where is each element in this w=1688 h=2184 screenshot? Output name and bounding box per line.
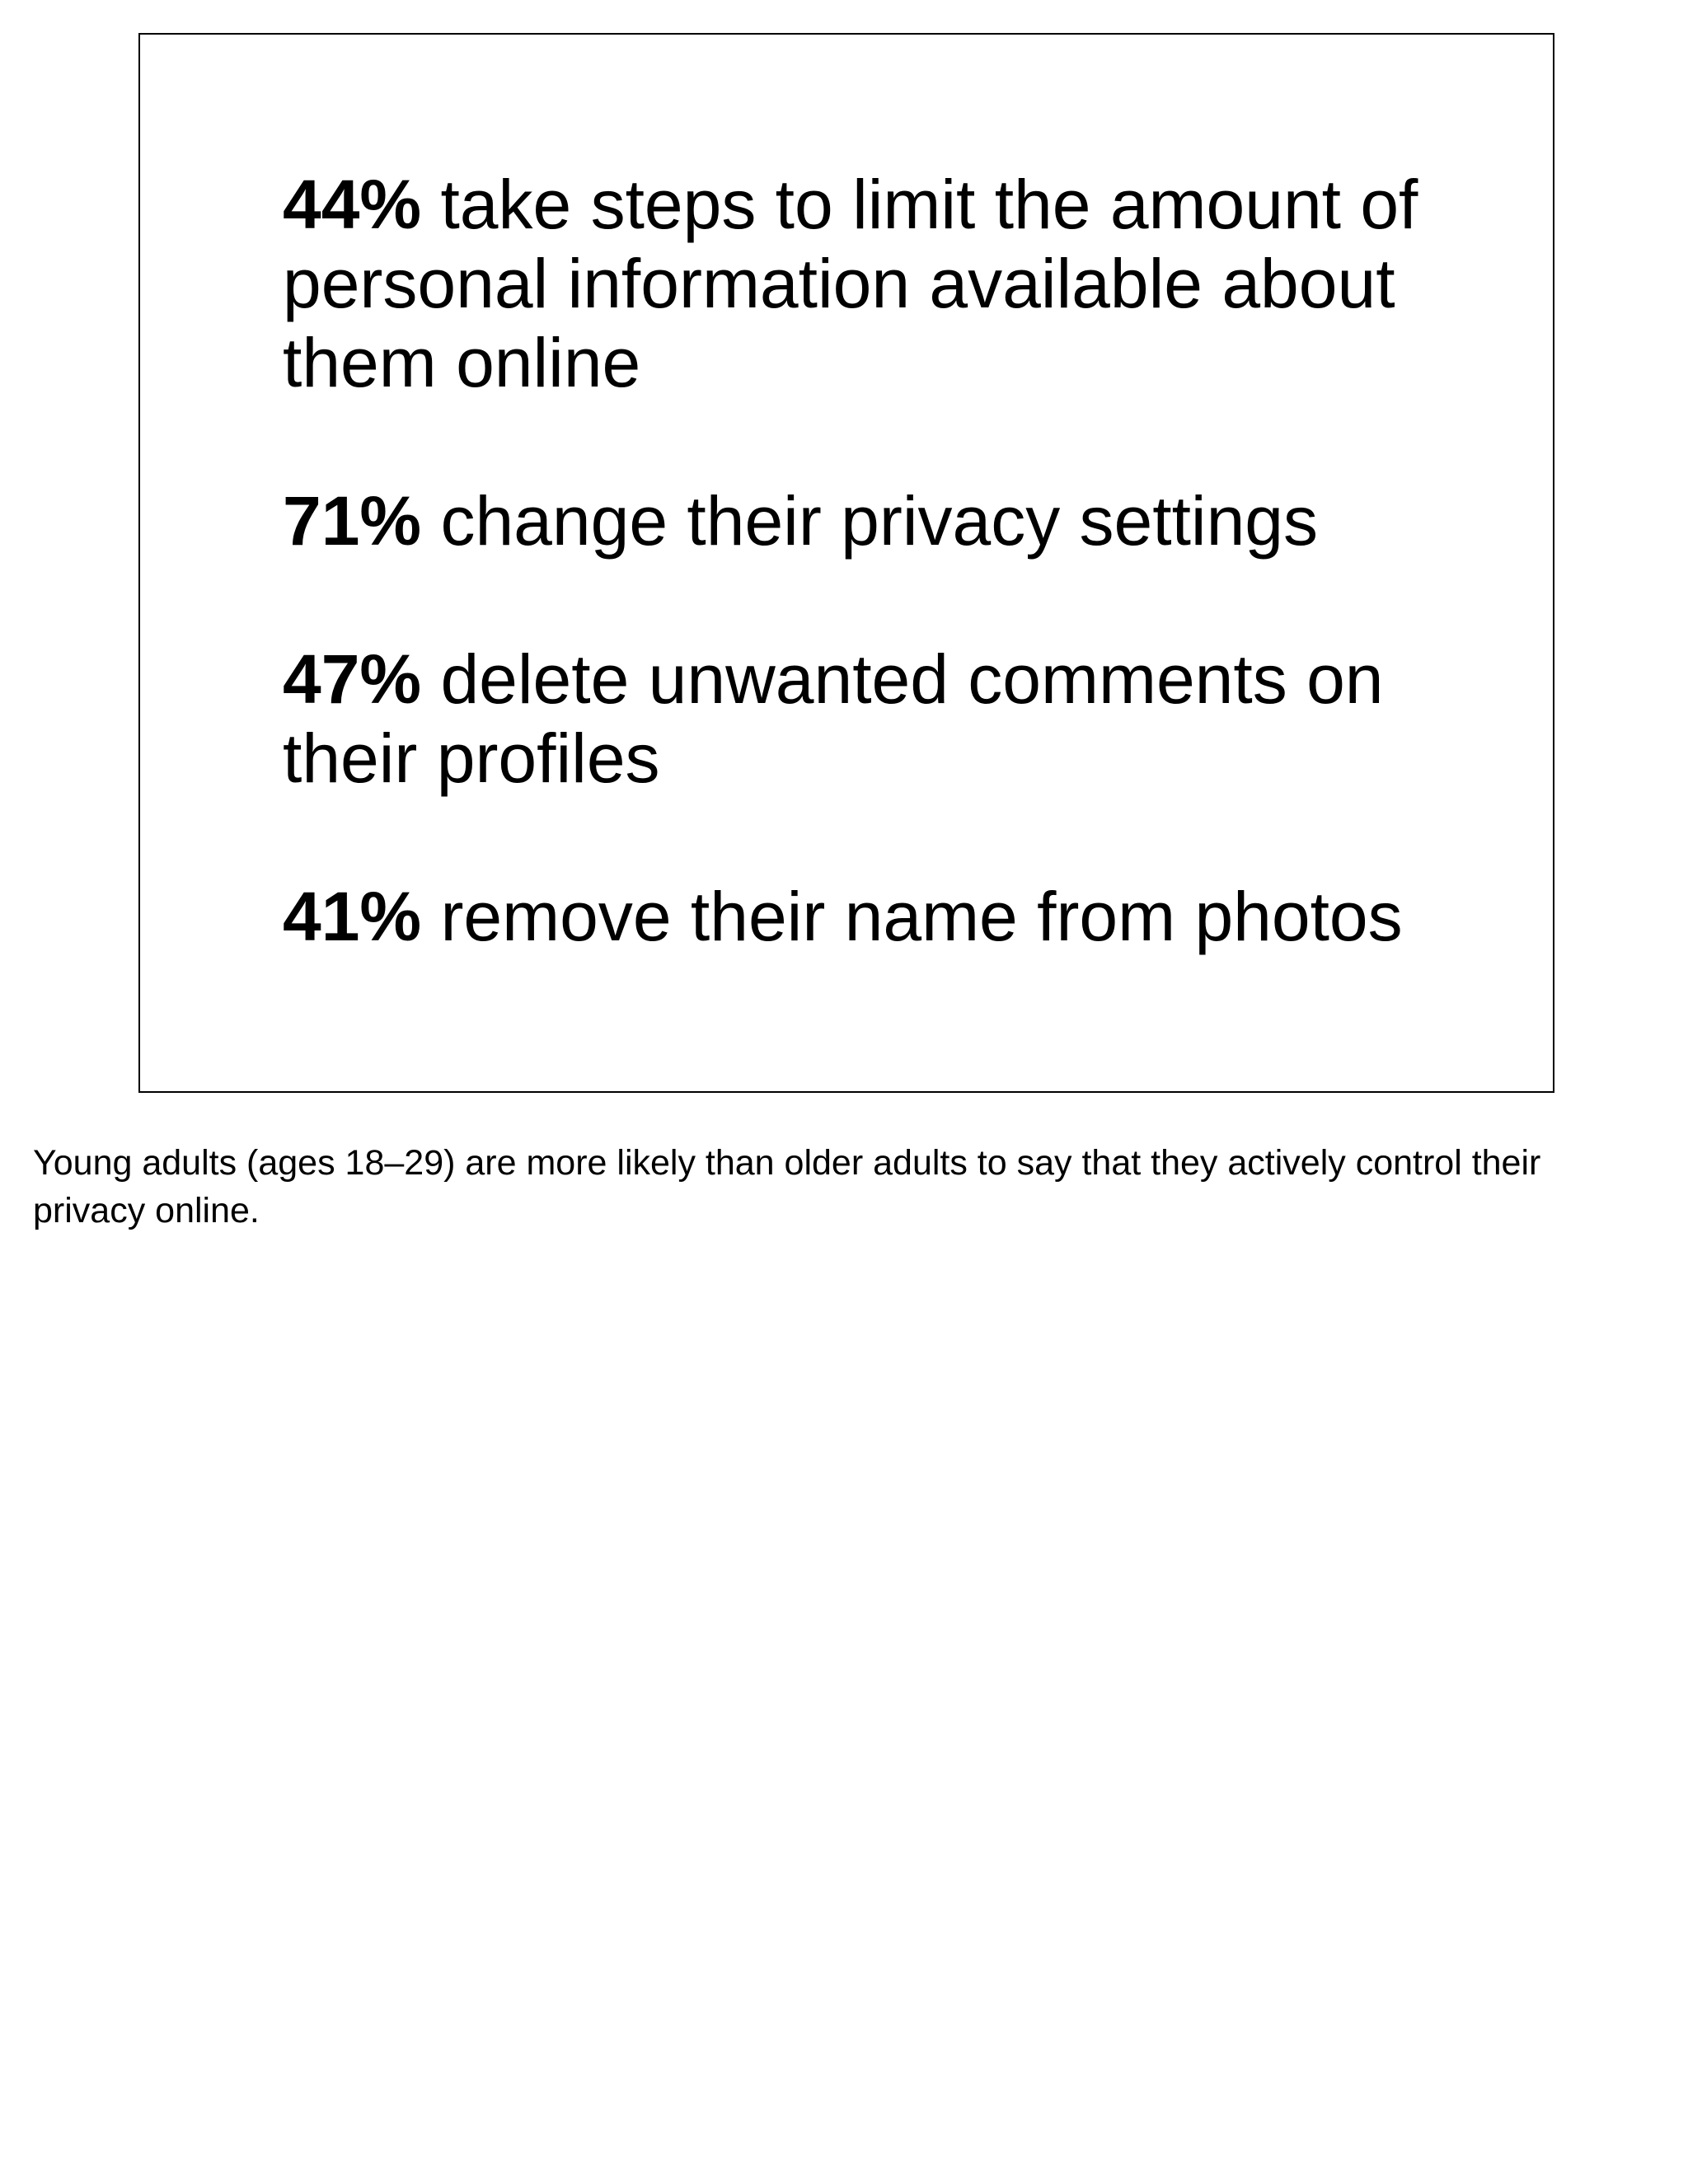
stat-item: [283, 481, 1420, 560]
stat-item: [283, 877, 1420, 956]
stat-percent: 71%: [283, 482, 422, 560]
stat-list: [283, 165, 1420, 956]
stat-item: [283, 165, 1420, 402]
stat-text: remove their name from photos: [421, 878, 1403, 955]
slide-frame: [138, 33, 1554, 1093]
stat-text: change their privacy settings: [421, 482, 1319, 560]
stat-text: take steps to limit the amount of personal information available about them online: [283, 166, 1418, 401]
stat-percent: 41%: [283, 878, 422, 955]
stat-percent: 47%: [283, 640, 422, 718]
stat-text: delete unwanted comments on their profiles: [283, 640, 1384, 797]
stat-item: [283, 640, 1420, 798]
speaker-notes: Young adults (ages 18–29) are more likely than older adults to say that they actively control their privacy online.: [33, 1143, 1541, 1230]
stat-percent: 44%: [283, 166, 422, 243]
